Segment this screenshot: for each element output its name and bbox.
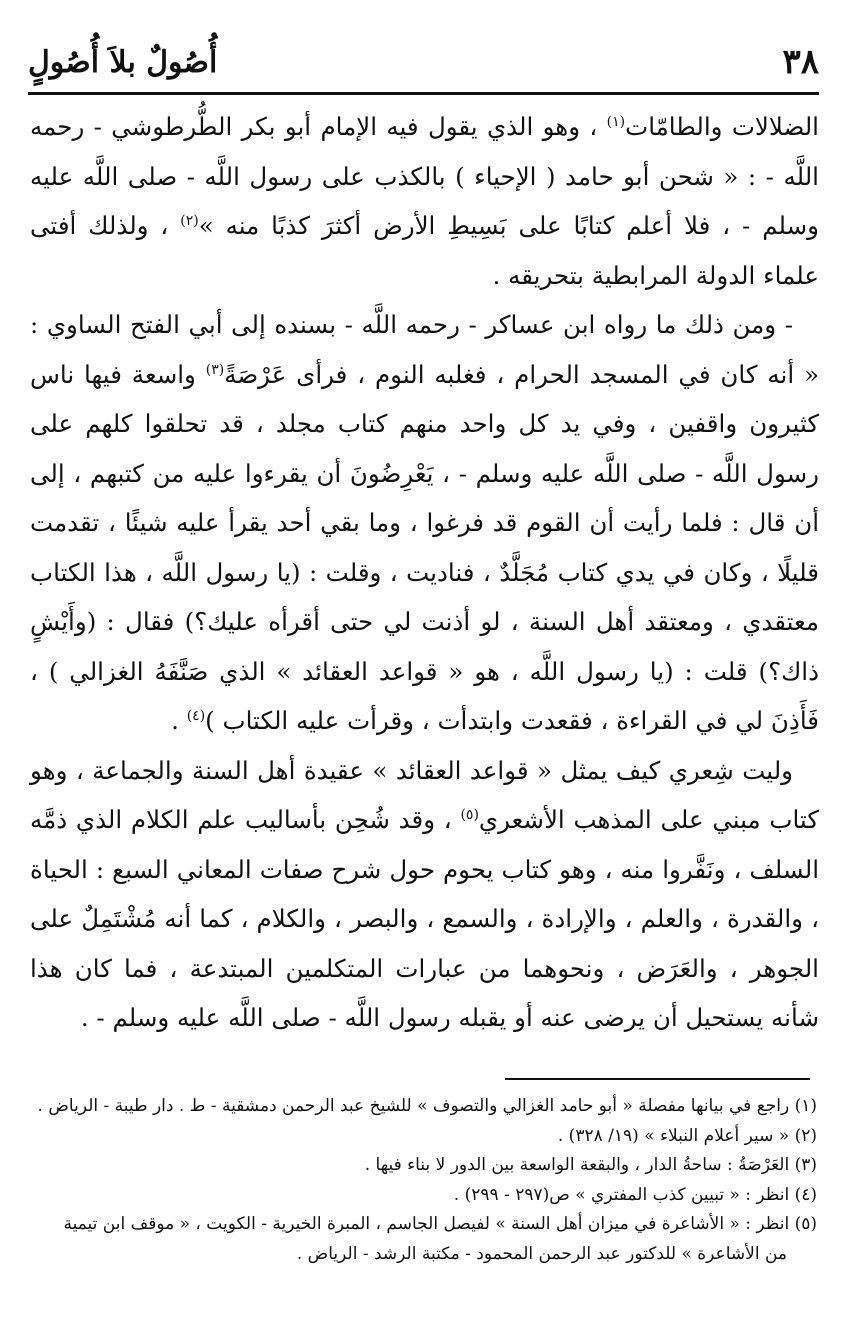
paragraph-1-part-b: ، وهو الذي يقول فيه الإمام أبو بكر الطُّرطوشي - رحمه اللَّه - : « شحن أبو حامد ( الإحياء ) بالكذب على رسول اللَّه - صلى اللَّه عليه وسلم - ، فلا أعلم كتابًا على بَسِيطِ الأرض أكثرَ كذبًا منه » — [30, 112, 819, 240]
footnote-rule — [505, 1078, 810, 1080]
paragraph-3 — [30, 746, 819, 1043]
footnote-4: (٤) انظر : « تبيين كذب المفتري » ص(٢٩٧ - ٢٩٩) . — [453, 1184, 817, 1205]
footnote-1: (١) راجع في بيانها مفصلة « أبو حامد الغزالي والتصوف » للشيخ عبد الرحمن دمشقية - ط . دار طيبة - الرياض . — [37, 1096, 817, 1116]
footnote-5-continued: من الأشاعرة » للدكتور عبد الرحمن المحمود - مكتبة الرشد - الرياض . — [296, 1243, 787, 1264]
footnote-3: (٣) العَرْصَةُ : ساحةُ الدار ، والبقعة الواسعة بين الدور لا بناء فيها . — [364, 1155, 817, 1175]
footnote-5: (٥) انظر : « الأشاعرة في ميزان أهل السنة » لفيصل الجاسم ، المبرة الخيرية - الكويت ، « موقف ابن تيمية — [63, 1214, 817, 1234]
footnote-ref-2: (٢) — [180, 212, 199, 229]
page-number: ٣٨ — [782, 42, 819, 82]
footnote-ref-4: (٤) — [186, 707, 206, 724]
page-header — [28, 32, 819, 92]
footnote-ref-5: (٥) — [460, 806, 479, 823]
footnote-2: (٢) « سير أعلام النبلاء » (١٩/ ٣٢٨) . — [557, 1125, 817, 1146]
paragraph-1 — [30, 102, 819, 300]
paragraph-1-part-c: ، ولذلك أفتى علماء الدولة المرابطية بتحريقه . — [30, 211, 819, 290]
running-title: أُصُولٌ بلاَ أُصُولٍ — [28, 44, 218, 80]
footnote-ref-3: (٣) — [205, 361, 225, 378]
paragraph-2-part-c: . — [171, 706, 179, 735]
paragraph-3-part-a: وليت شِعري كيف يمثل « قواعد العقائد » عقيدة أهل السنة والجماعة ، وهو كتاب مبني على المذهب الأشعري — [30, 755, 819, 834]
header-rule — [28, 92, 819, 95]
main-text — [30, 102, 819, 1043]
footnote-ref-1: (١) — [606, 113, 626, 130]
paragraph-1-part-a: الضلالات والطامّات — [625, 112, 819, 141]
paragraph-2-part-a: - ومن ذلك ما رواه ابن عساكر - رحمه اللَّه - بسنده إلى أبي الفتح الساوي : « أنه كان في المسجد الحرام ، فغلبه النوم ، فرأى عَرْصَةً — [30, 310, 819, 389]
footnotes — [28, 1092, 817, 1269]
paragraph-2-part-b: واسعة فيها ناس كثيرون واقفين ، وفي يد كل واحد منهم كتاب مجلد ، قد تحلقوا كلهم على رسول اللَّه - صلى اللَّه عليه وسلم - ، يَعْرِضُونَ أن يقرءوا عليه من كتبهم ، إلى أن قال : فلما رأيت أن القوم قد فرغوا ، وما بقي أحد يقرأ عليه شيئًا ، تقدمت قليلًا ، وكان في يدي كتاب مُجَلَّدٌ ، فناديت ، وقلت : (يا رسول اللَّه ، هذا الكتاب معتقدي ، ومعتقد أهل السنة ، لو أذنت لي حتى أقرأه عليك؟) فقال : (وأَيْشٍ ذاك؟) قلت : (يا رسول اللَّه ، هو « قواعد العقائد » الذي صَنَّفَهُ الغزالي ) ، فَأَذِنَ لي في القراءة ، فقعدت وابتدأت ، وقرأت عليه الكتاب ) — [30, 359, 819, 735]
paragraph-3-part-b: ، وقد شُحِن بأساليب علم الكلام الذي ذمَّه السلف ، ونَفَّروا منه ، وهو كتاب يحوم حول شرح صفات المعاني السبع : الحياة ، والقدرة ، والعلم ، والإرادة ، والسمع ، والبصر ، والكلام ، كما أنه مُشْتَمِلٌ على الجوهر ، والعَرَض ، ونحوهما من عبارات المتكلمين المبتدعة ، فما كان هذا شأنه يستحيل أن يرضى عنه أو يقبله رسول اللَّه - صلى اللَّه عليه وسلم - . — [30, 805, 819, 1032]
paragraph-2 — [30, 300, 819, 746]
